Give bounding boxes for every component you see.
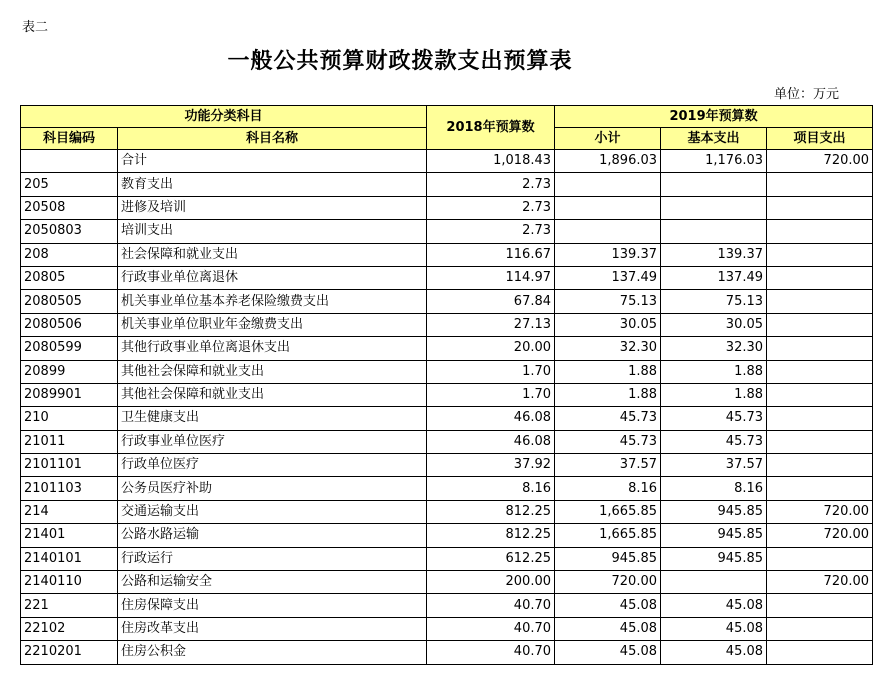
cell-subtotal: 45.73 (555, 430, 661, 453)
cell-subtotal (555, 220, 661, 243)
cell-code: 2210201 (21, 641, 118, 664)
cell-basic: 1,176.03 (661, 150, 767, 173)
cell-project (767, 617, 873, 640)
header-name: 科目名称 (118, 128, 427, 150)
cell-project: 720.00 (767, 524, 873, 547)
budget-table (20, 105, 873, 665)
cell-subtotal: 1,896.03 (555, 150, 661, 173)
cell-subtotal: 32.30 (555, 337, 661, 360)
cell-name: 行政事业单位医疗 (118, 430, 427, 453)
cell-basic (661, 173, 767, 196)
cell-name: 其他行政事业单位离退休支出 (118, 337, 427, 360)
cell-code: 2101103 (21, 477, 118, 500)
cell-name: 住房保障支出 (118, 594, 427, 617)
cell-basic: 30.05 (661, 313, 767, 336)
cell-code: 2080505 (21, 290, 118, 313)
cell-project (767, 313, 873, 336)
cell-project (767, 454, 873, 477)
cell-basic: 1.88 (661, 360, 767, 383)
cell-budget-2018: 1.70 (427, 360, 555, 383)
cell-basic: 945.85 (661, 500, 767, 523)
table-row (21, 196, 873, 219)
cell-basic: 75.13 (661, 290, 767, 313)
cell-project: 720.00 (767, 571, 873, 594)
table-row (21, 454, 873, 477)
cell-basic: 45.73 (661, 430, 767, 453)
table-row (21, 430, 873, 453)
cell-basic (661, 571, 767, 594)
cell-budget-2018: 46.08 (427, 407, 555, 430)
table-row (21, 220, 873, 243)
cell-name: 住房改革支出 (118, 617, 427, 640)
cell-name: 进修及培训 (118, 196, 427, 219)
cell-project (767, 337, 873, 360)
cell-project (767, 407, 873, 430)
cell-code: 221 (21, 594, 118, 617)
cell-basic: 8.16 (661, 477, 767, 500)
cell-project (767, 641, 873, 664)
header-2019-group: 2019年预算数 (555, 106, 873, 128)
cell-project (767, 290, 873, 313)
table-row (21, 337, 873, 360)
cell-budget-2018: 812.25 (427, 524, 555, 547)
table-row (21, 313, 873, 336)
table-row (21, 383, 873, 406)
table-row (21, 360, 873, 383)
cell-subtotal: 720.00 (555, 571, 661, 594)
table-row (21, 641, 873, 664)
cell-name: 教育支出 (118, 173, 427, 196)
cell-budget-2018: 2.73 (427, 220, 555, 243)
cell-name: 公路水路运输 (118, 524, 427, 547)
cell-name: 机关事业单位基本养老保险缴费支出 (118, 290, 427, 313)
table-row (21, 547, 873, 570)
cell-code: 2080506 (21, 313, 118, 336)
table-row (21, 594, 873, 617)
cell-basic (661, 196, 767, 219)
table-row (21, 173, 873, 196)
cell-budget-2018: 114.97 (427, 266, 555, 289)
cell-subtotal: 75.13 (555, 290, 661, 313)
cell-basic: 137.49 (661, 266, 767, 289)
table-row (21, 524, 873, 547)
table-row (21, 500, 873, 523)
cell-name: 行政运行 (118, 547, 427, 570)
cell-code: 205 (21, 173, 118, 196)
cell-name: 机关事业单位职业年金缴费支出 (118, 313, 427, 336)
table-row (21, 243, 873, 266)
unit-label: 单位：万元 (773, 87, 839, 102)
cell-project: 720.00 (767, 500, 873, 523)
table-row (21, 617, 873, 640)
table-row (21, 571, 873, 594)
header-function-group: 功能分类科目 (21, 106, 427, 128)
cell-basic (661, 220, 767, 243)
cell-code: 2140110 (21, 571, 118, 594)
cell-code: 20508 (21, 196, 118, 219)
cell-project (767, 360, 873, 383)
cell-project (767, 243, 873, 266)
cell-budget-2018: 8.16 (427, 477, 555, 500)
cell-name: 公路和运输安全 (118, 571, 427, 594)
cell-code: 21401 (21, 524, 118, 547)
cell-project: 720.00 (767, 150, 873, 173)
cell-budget-2018: 116.67 (427, 243, 555, 266)
header-project: 项目支出 (767, 128, 873, 150)
header-code: 科目编码 (21, 128, 118, 150)
cell-subtotal: 1,665.85 (555, 524, 661, 547)
cell-code: 210 (21, 407, 118, 430)
table-row (21, 290, 873, 313)
table-row (21, 266, 873, 289)
cell-name: 行政单位医疗 (118, 454, 427, 477)
cell-budget-2018: 2.73 (427, 196, 555, 219)
header-row-1 (21, 106, 873, 128)
cell-basic: 45.08 (661, 617, 767, 640)
cell-code: 2089901 (21, 383, 118, 406)
cell-subtotal: 1,665.85 (555, 500, 661, 523)
cell-project (767, 173, 873, 196)
cell-budget-2018: 40.70 (427, 641, 555, 664)
cell-subtotal: 137.49 (555, 266, 661, 289)
cell-subtotal: 1.88 (555, 360, 661, 383)
cell-code: 2080599 (21, 337, 118, 360)
cell-subtotal: 45.08 (555, 641, 661, 664)
cell-name: 公务员医疗补助 (118, 477, 427, 500)
cell-project (767, 383, 873, 406)
cell-name: 住房公积金 (118, 641, 427, 664)
cell-project (767, 547, 873, 570)
cell-budget-2018: 40.70 (427, 617, 555, 640)
cell-name: 社会保障和就业支出 (118, 243, 427, 266)
cell-subtotal: 139.37 (555, 243, 661, 266)
cell-code (21, 150, 118, 173)
cell-basic: 945.85 (661, 524, 767, 547)
cell-budget-2018: 612.25 (427, 547, 555, 570)
cell-budget-2018: 812.25 (427, 500, 555, 523)
cell-budget-2018: 40.70 (427, 594, 555, 617)
cell-budget-2018: 2.73 (427, 173, 555, 196)
table-row (21, 477, 873, 500)
cell-subtotal: 45.73 (555, 407, 661, 430)
cell-project (767, 266, 873, 289)
cell-budget-2018: 37.92 (427, 454, 555, 477)
cell-subtotal (555, 196, 661, 219)
cell-basic: 45.08 (661, 594, 767, 617)
cell-code: 2050803 (21, 220, 118, 243)
cell-budget-2018: 200.00 (427, 571, 555, 594)
cell-budget-2018: 1.70 (427, 383, 555, 406)
cell-budget-2018: 27.13 (427, 313, 555, 336)
cell-subtotal: 45.08 (555, 594, 661, 617)
cell-project (767, 594, 873, 617)
cell-budget-2018: 20.00 (427, 337, 555, 360)
cell-name: 合计 (118, 150, 427, 173)
cell-project (767, 477, 873, 500)
cell-name: 培训支出 (118, 220, 427, 243)
cell-basic: 945.85 (661, 547, 767, 570)
cell-code: 208 (21, 243, 118, 266)
cell-project (767, 220, 873, 243)
cell-basic: 139.37 (661, 243, 767, 266)
cell-name: 其他社会保障和就业支出 (118, 383, 427, 406)
cell-subtotal: 945.85 (555, 547, 661, 570)
cell-basic: 45.73 (661, 407, 767, 430)
cell-basic: 1.88 (661, 383, 767, 406)
cell-name: 交通运输支出 (118, 500, 427, 523)
cell-basic: 32.30 (661, 337, 767, 360)
page-title: 一般公共预算财政拨款支出预算表 (227, 48, 573, 74)
table-label: 表二 (22, 20, 49, 35)
cell-budget-2018: 1,018.43 (427, 150, 555, 173)
cell-name: 其他社会保障和就业支出 (118, 360, 427, 383)
cell-basic: 45.08 (661, 641, 767, 664)
cell-code: 20899 (21, 360, 118, 383)
table-body (21, 150, 873, 665)
cell-subtotal (555, 173, 661, 196)
header-basic: 基本支出 (661, 128, 767, 150)
cell-subtotal: 8.16 (555, 477, 661, 500)
cell-basic: 37.57 (661, 454, 767, 477)
cell-subtotal: 30.05 (555, 313, 661, 336)
cell-budget-2018: 46.08 (427, 430, 555, 453)
header-budget-2018: 2018年预算数 (427, 106, 555, 150)
cell-subtotal: 45.08 (555, 617, 661, 640)
cell-code: 2101101 (21, 454, 118, 477)
cell-code: 20805 (21, 266, 118, 289)
cell-code: 2140101 (21, 547, 118, 570)
cell-name: 卫生健康支出 (118, 407, 427, 430)
cell-code: 214 (21, 500, 118, 523)
table-row (21, 150, 873, 173)
cell-budget-2018: 67.84 (427, 290, 555, 313)
cell-project (767, 430, 873, 453)
header-subtotal: 小计 (555, 128, 661, 150)
cell-subtotal: 37.57 (555, 454, 661, 477)
cell-name: 行政事业单位离退休 (118, 266, 427, 289)
table-row (21, 407, 873, 430)
cell-project (767, 196, 873, 219)
cell-code: 21011 (21, 430, 118, 453)
cell-code: 22102 (21, 617, 118, 640)
cell-subtotal: 1.88 (555, 383, 661, 406)
